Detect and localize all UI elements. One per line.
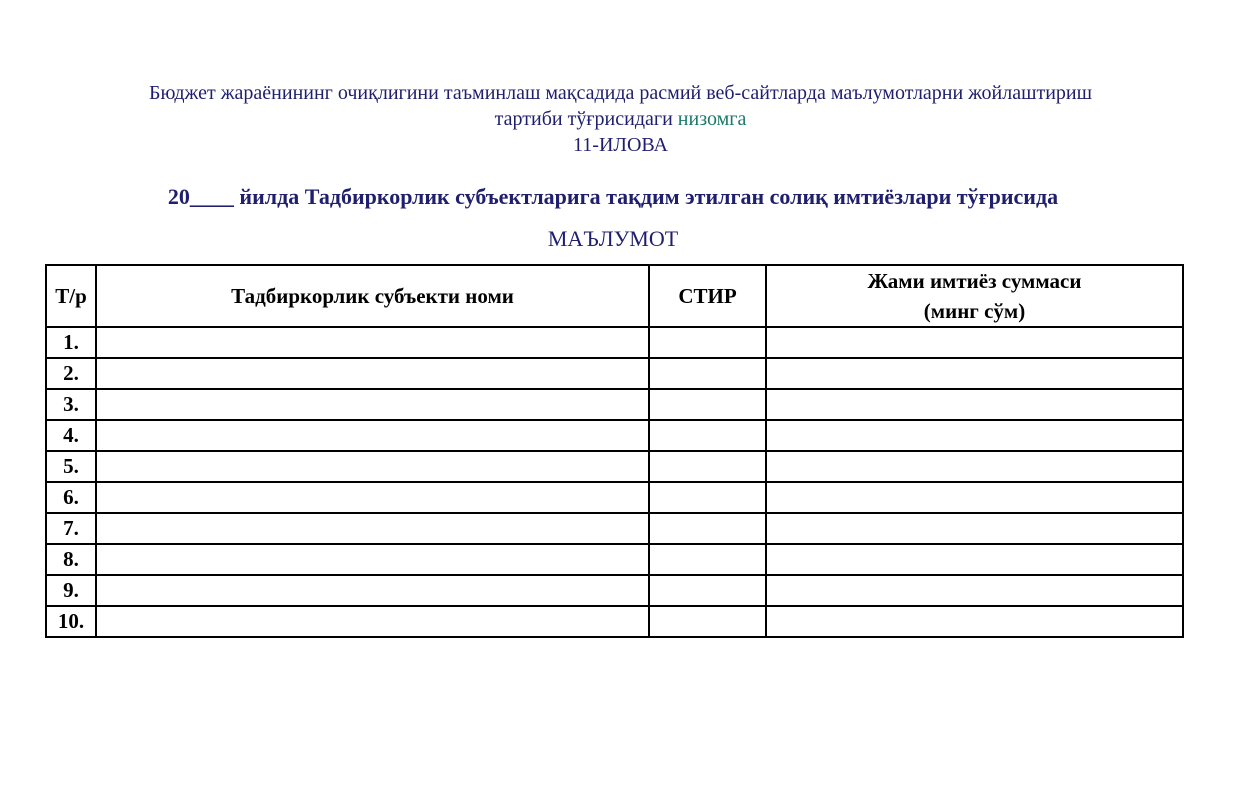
table-row xyxy=(46,544,1183,575)
row-number-cell: 3. xyxy=(46,389,96,420)
row-number-cell: 8. xyxy=(46,544,96,575)
report-title: 20____ йилда Тадбиркорлик субъектларига тақдим этилган солиқ имтиёзлари тўғрисида xyxy=(167,184,1059,209)
table-header-row xyxy=(46,265,1183,327)
benefit-sum-cell[interactable] xyxy=(766,513,1183,544)
benefit-sum-cell[interactable] xyxy=(766,358,1183,389)
entity-name-cell[interactable] xyxy=(96,327,649,358)
table-row xyxy=(46,606,1183,637)
entity-name-cell[interactable] xyxy=(96,358,649,389)
entity-name-cell[interactable] xyxy=(96,420,649,451)
header-line-2 xyxy=(0,106,1241,132)
benefit-sum-cell[interactable] xyxy=(766,606,1183,637)
row-number-cell: 7. xyxy=(46,513,96,544)
stir-cell[interactable] xyxy=(649,327,766,358)
entity-name-cell[interactable] xyxy=(96,544,649,575)
row-number-cell: 10. xyxy=(46,606,96,637)
column-header-sum-line-1: Жами имтиёз суммаси xyxy=(867,269,1082,293)
benefit-sum-cell[interactable] xyxy=(766,420,1183,451)
benefit-sum-cell[interactable] xyxy=(766,482,1183,513)
row-number-cell: 5. xyxy=(46,451,96,482)
stir-cell[interactable] xyxy=(649,575,766,606)
benefit-sum-cell[interactable] xyxy=(766,575,1183,606)
appendix-number: 11-ИЛОВА xyxy=(573,134,668,156)
stir-cell[interactable] xyxy=(649,389,766,420)
header-line-2-prefix: тартиби тўғрисидаги xyxy=(494,108,678,130)
stir-cell[interactable] xyxy=(649,358,766,389)
table-row xyxy=(46,420,1183,451)
benefit-sum-cell[interactable] xyxy=(766,451,1183,482)
stir-cell[interactable] xyxy=(649,451,766,482)
stir-cell[interactable] xyxy=(649,420,766,451)
row-number-cell: 2. xyxy=(46,358,96,389)
stir-cell[interactable] xyxy=(649,606,766,637)
table-row xyxy=(46,327,1183,358)
document-header xyxy=(0,80,1241,158)
column-header-sum-line-2: (минг сўм) xyxy=(923,299,1026,323)
column-header-sum xyxy=(766,265,1183,327)
header-line-1: Бюджет жараёнининг очиқлигини таъминлаш мақсадида расмий веб-сайтларда маълумотларни жойлаштириш xyxy=(148,82,1093,104)
column-header-index: Т/р xyxy=(46,265,96,327)
tax-benefits-table xyxy=(45,264,1184,638)
column-header-name: Тадбиркорлик субъекти номи xyxy=(96,265,649,327)
table-row xyxy=(46,451,1183,482)
stir-cell[interactable] xyxy=(649,482,766,513)
entity-name-cell[interactable] xyxy=(96,513,649,544)
entity-name-cell[interactable] xyxy=(96,451,649,482)
stir-cell[interactable] xyxy=(649,513,766,544)
row-number-cell: 1. xyxy=(46,327,96,358)
regulation-link[interactable]: низомга xyxy=(677,108,747,130)
column-header-stir: СТИР xyxy=(649,265,766,327)
table-row xyxy=(46,358,1183,389)
row-number-cell: 9. xyxy=(46,575,96,606)
table-row xyxy=(46,389,1183,420)
table-row xyxy=(46,575,1183,606)
benefit-sum-cell[interactable] xyxy=(766,327,1183,358)
entity-name-cell[interactable] xyxy=(96,389,649,420)
table-row xyxy=(46,513,1183,544)
entity-name-cell[interactable] xyxy=(96,575,649,606)
table-body xyxy=(46,327,1183,637)
benefit-sum-cell[interactable] xyxy=(766,389,1183,420)
entity-name-cell[interactable] xyxy=(96,482,649,513)
benefit-sum-cell[interactable] xyxy=(766,544,1183,575)
entity-name-cell[interactable] xyxy=(96,606,649,637)
stir-cell[interactable] xyxy=(649,544,766,575)
report-subtitle: МАЪЛУМОТ xyxy=(547,226,679,251)
table-row xyxy=(46,482,1183,513)
row-number-cell: 4. xyxy=(46,420,96,451)
row-number-cell: 6. xyxy=(46,482,96,513)
